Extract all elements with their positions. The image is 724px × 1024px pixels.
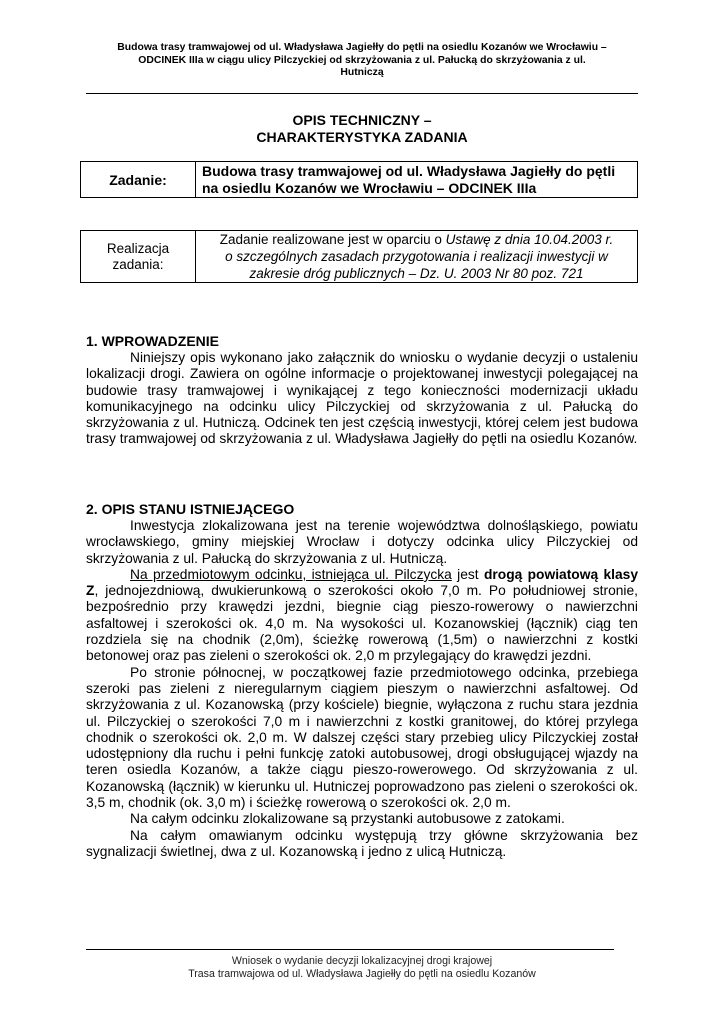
paragraph-2-rest: , jednojezdniową, dwukierunkową o szerokości około 7,0 m. Po południowej stronie, bezpośrednio przy krawędzi jezdni, biegnie ciąg pieszo-rowerowy o nawierzchni asfaltowej i szerokości ok. 4,0 m. Na wysokości ul. Kozanowskiej (łącznik) ciąg ten rozdziela się na chodnik (2,0m), ścieżkę rowerową (1,5m) o nawierzchni z kostki betonowej oraz pas zieleni o szerokości ok. 2,0 m przylegający do krawędzi jezdni. — [86, 583, 638, 664]
realization-value-line-1 — [196, 231, 637, 248]
realization-value-line-2 — [196, 248, 637, 265]
document-title-line-1: OPIS TECHNICZNY – — [292, 112, 432, 128]
road-class-bold: drogą powiatową klasy Z — [86, 566, 638, 599]
realization-value-line-3 — [196, 265, 637, 282]
realization-law-ref-2: o szczególnych zasadach przygotowania i realizacji inwestycji w — [225, 249, 608, 264]
paragraph-2-connector: jest — [451, 566, 484, 582]
task-label: Zadanie: — [81, 162, 196, 198]
running-header-line-2: ODCINEK IIIa w ciągu ulicy Pilczyckiej od skrzyżowania z ul. Pałucką do skrzyżowania z ul. — [138, 54, 586, 66]
realization-prefix: Zadanie realizowane jest w oparciu o — [219, 232, 442, 247]
task-value-line-1: Budowa trasy tramwajowej od ul. Władysława Jagiełły do pętli — [202, 163, 616, 179]
section-2-paragraph-1: Inwestycja zlokalizowana jest na terenie województwa dolnośląskiego, powiatu wrocławskiego, gminy miejskiej Wrocław i dotyczy odcinka ulicy Pilczyckiej od skrzyżowania z ul. Pałucką do skrzyżowania z ul. Hutniczą. — [86, 518, 638, 566]
section-2-heading: 2. OPIS STANU ISTNIEJĄCEGO — [86, 501, 295, 517]
footer-line-2: Trasa tramwajowa od ul. Władysława Jagiełły do pętli na osiedlu Kozanów — [188, 968, 536, 980]
running-header-line-1: Budowa trasy tramwajowej od ul. Władysława Jagiełły do pętli na osiedlu Kozanów we Wrocławiu – — [117, 42, 607, 53]
document-title-line-2: CHARAKTERYSTYKA ZADANIA — [256, 129, 468, 145]
footer-divider — [86, 949, 614, 950]
running-header-line-3: Hutniczą — [340, 67, 384, 79]
section-2-paragraph-4: Na całym odcinku zlokalizowane są przystanki autobusowe z zatokami. — [130, 811, 565, 827]
page-footer — [86, 955, 638, 981]
section-2-paragraph-5: Na całym omawianym odcinku występują trzy główne skrzyżowania bez sygnalizacji świetlnej, dwa z ul. Kozanowską i jedno z ulicą Hutniczą. — [86, 827, 638, 859]
section-2-paragraph-2 — [86, 567, 638, 665]
task-value — [196, 162, 638, 198]
realization-label — [81, 231, 196, 283]
task-table — [80, 161, 638, 198]
header-divider — [86, 93, 638, 94]
section-2-body — [86, 518, 638, 860]
section-1-paragraph: Niniejszy opis wykonano jako załącznik do wniosku o wydanie decyzji o ustaleniu lokalizacji drogi. Zawiera on ogólne informacje o projektowanej inwestycji polegającej na budowie trasy tramwajowej i wynikającej z tego konieczności modernizacji układu komunikacyjnego na odcinku ulicy Pilczyckiej od skrzyżowania z ul. Pałucką do skrzyżowania z ul. Hutniczą. Odcinek ten jest częścią inwestycji, której celem jest budowa trasy tramwajowej od skrzyżowania z ul. Władysława Jagiełły do pętli na osiedlu Kozanów. — [86, 350, 638, 447]
document-title — [86, 112, 638, 146]
realization-label-line-2: zadania: — [112, 256, 164, 272]
realization-law-ref-3: zakresie dróg publicznych – Dz. U. 2003 Nr 80 poz. 721 — [249, 266, 584, 281]
realization-label-line-1: Realizacja — [106, 240, 170, 256]
realization-table — [80, 230, 638, 283]
task-value-line-2: na osiedlu Kozanów we Wrocławiu – ODCINEK IIIa — [202, 179, 537, 196]
footer-line-1: Wniosek o wydanie decyzji lokalizacyjnej drogi krajowej — [231, 955, 493, 967]
section-2-paragraph-3: Po stronie północnej, w początkowej fazie przedmiotowego odcinka, przebiega szeroki pas zieleni z nieregularnym ciągiem pieszym o nawierzchni asfaltowej. Od skrzyżowania z ul. Kozanowską (przy kościele) biegnie, wyłączona z ruchu stara jezdnia ul. Pilczyckiej o szerokości 7,0 m i nawierzchni z kostki granitowej, do której przylega chodnik o szerokości ok. 2,0 m. W dalszej części stary przebieg ulicy Pilczyckiej został udostępniony dla ruchu i pełni funkcję zatoki autobusowej, drogi obsługującej wjazdy na teren osiedla Kozanów, a także ciągu pieszo-rowerowego. Od skrzyżowania z ul. Kozanowską (łącznik) w kierunku ul. Hutniczej poprowadzono pas zieleni o szerokości ok. 3,5 m, chodnik (ok. 3,0 m) i ścieżkę rowerową o szerokości ok. 2,0 m. — [86, 664, 638, 811]
section-1-body — [86, 350, 638, 448]
road-designation-underlined: Na przedmiotowym odcinku, istniejąca ul. Pilczycka — [130, 566, 452, 582]
running-header — [86, 42, 638, 80]
section-1-heading: 1. WPROWADZENIE — [86, 333, 220, 349]
realization-value — [196, 231, 638, 283]
realization-law-ref-1: Ustawę z dnia 10.04.2003 r. — [445, 232, 614, 247]
